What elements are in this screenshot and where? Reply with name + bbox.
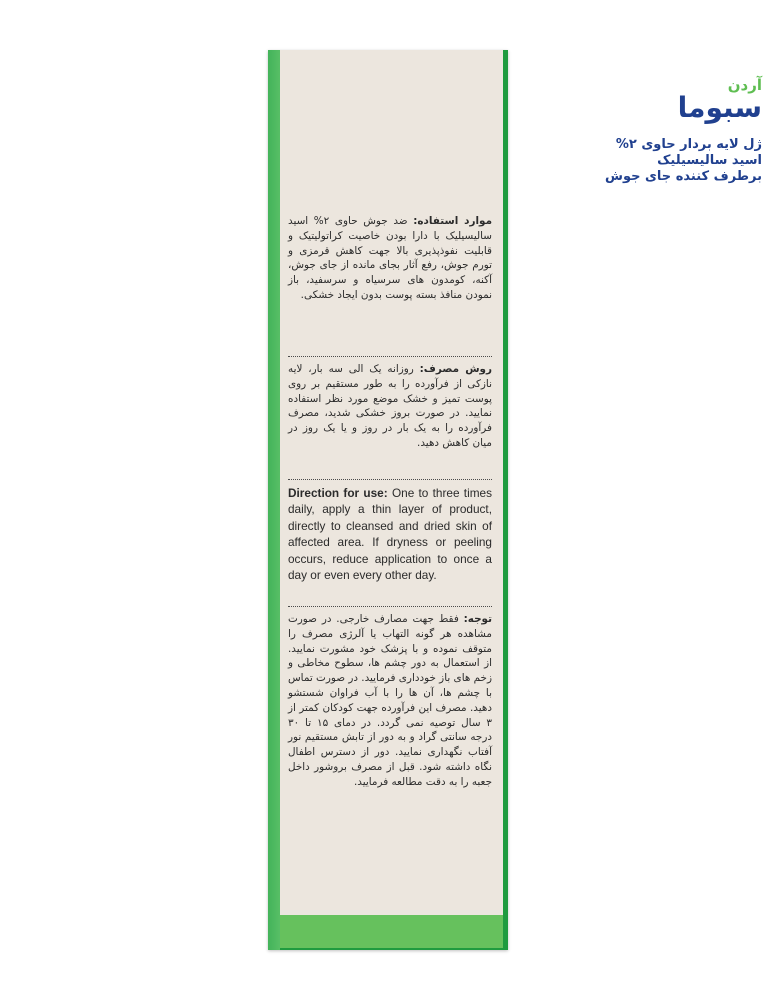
warning-text: فقط جهت مصارف خارجی. در صورت مشاهده هر گونه التهاب یا آلرژی مصرف را متوقف نموده و با پزشک خود مشورت نمایید. از استعمال به دور چشم ها، سطوح مخاطی و زخم های باز خودداری فرمایید. در صورت تماس با چشم ها، آن ها را با آب فراوان شستشو دهید. مصرف این فرآورده جهت کودکان کمتر از ۳ سال توصیه نمی گردد. در دمای ۱۵ تا ۳۰ درجه سانتی گراد و به دور از تابش مستقیم نور آفتاب نگهداری نمایید. دور از دسترس اطفال نگاه داشته شود. قبل از مصرف بروشور داخل جعبه را به دقت مطالعه فرمایید. [287, 613, 492, 788]
directions-en-section [288, 485, 492, 583]
directions-en-text: One to three times daily, apply a thin layer of product, directly to cleansed and dried skin of affected area. If dryness or peeling occurs, reduce application to once a day or even every other day. [288, 486, 492, 583]
directions-en-label: Direction for use: [288, 486, 388, 500]
directions-fa-label: روش مصرف: [419, 363, 492, 375]
brand-product: سبوما [677, 91, 762, 124]
warning-label: توجه: [463, 613, 492, 625]
directions-fa-text: روزانه یک الی سه بار، لایه نازکی از فرآورده را به طور مستقیم بر روی پوست تمیز و خشک موضع مورد نظر استفاده نمایید. در صورت بروز خشکی شدید، مصرف فرآورده را به یک بار در روز و یا یک روز در میان کاهش دهید. [288, 363, 492, 449]
product-title-line-1: ژل لایه بردار حاوی ۲% [615, 137, 762, 152]
brand-logo [678, 78, 762, 122]
brand-company: آردن [727, 76, 762, 94]
box-side-edge [268, 50, 280, 950]
product-title [582, 137, 762, 185]
usage-label: موارد استفاده: [413, 215, 493, 227]
product-title-line-2: اسید سالیسیلیک [657, 153, 762, 168]
directions-fa-divider [288, 479, 492, 480]
usage-text: ضد جوش حاوی ۲% اسید سالیسیلیک با دارا بودن خاصیت کراتولیتیک و قابلیت نفوذپذیری بالا جهت کاهش قرمزی و تورم جوش، رفع آثار بجای مانده از جای جوش، آکنه، کومدون های سرسیاه و سرسفید، باز نمودن منافذ بسته پوست بدون ایجاد خشکی. [288, 215, 492, 301]
net-weight: وزن خالص: ۲۰ گرم [620, 923, 715, 934]
product-title-line-3: برطرف کننده جای جوش [605, 169, 762, 184]
warning-section [288, 612, 492, 790]
directions-fa-section [288, 362, 492, 451]
box-bottom-band [280, 915, 503, 948]
directions-en-divider [288, 606, 492, 607]
usage-section [288, 214, 492, 303]
usage-divider [288, 356, 492, 357]
